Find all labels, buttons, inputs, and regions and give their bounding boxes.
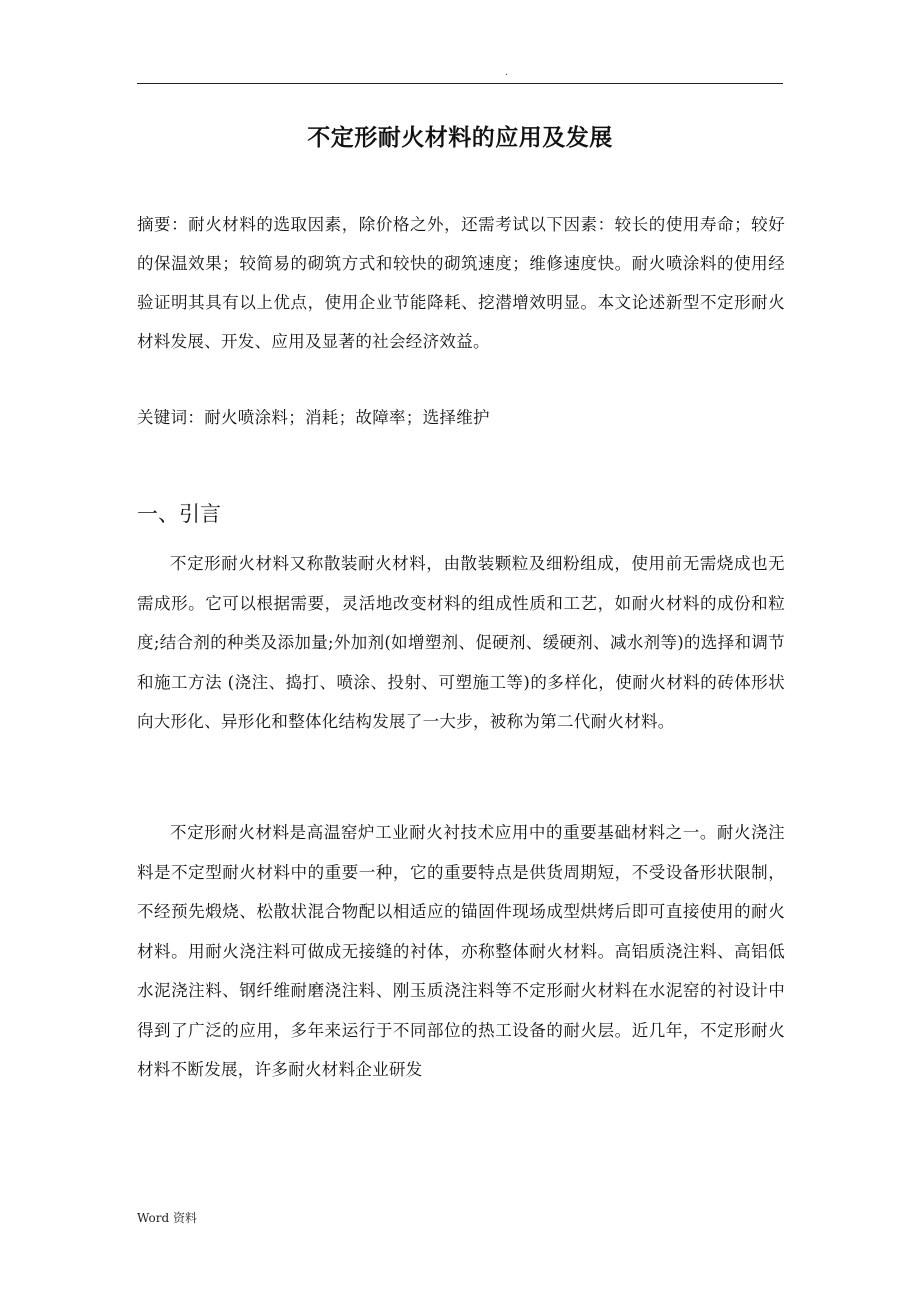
header-rule [137, 83, 783, 84]
section-heading-introduction: 一、引言 [137, 502, 221, 526]
keywords-line: 关键词：耐火喷涂料；消耗；故障率；选择维护 [137, 408, 490, 427]
body-paragraph-2: 不定形耐火材料是高温窑炉工业耐火衬技术应用中的重要基础材料之一。耐火浇注料是不定型耐火材料中的重要一种，它的重要特点是供货周期短，不受设备形状限制，不经预先煅烧、松散状混合物配以相适应的锚固件现场成型烘烤后即可直接使用的耐火材料。用耐火浇注料可做成无接缝的衬体，亦称整体耐火材料。高铝质浇注料、高铝低水泥浇注料、钢纤维耐磨浇注料、刚玉质浇注料等不定形耐火材料在水泥窑的衬设计中得到了广泛的应用，多年来运行于不同部位的热工设备的耐火层。近几年，不定形耐火材料不断发展，许多耐火材料企业研发 [137, 823, 785, 1079]
header-mark: . [505, 68, 508, 78]
abstract-paragraph: 摘要：耐火材料的选取因素，除价格之外，还需考试以下因素：较长的使用寿命；较好的保温效果；较简易的砌筑方式和较快的砌筑速度；维修速度快。耐火喷涂料的使用经验证明其具有以上优点，使用企业节能降耗、挖潜增效明显。本文论述新型不定形耐火材料发展、开发、应用及显著的社会经济效益。 [137, 215, 785, 351]
document-title: 不定形耐火材料的应用及发展 [307, 124, 613, 152]
page-footer: Word 资料 [137, 1211, 197, 1225]
body-paragraph-1: 不定形耐火材料又称散装耐火材料，由散装颗粒及细粉组成，使用前无需烧成也无需成形。它可以根据需要，灵活地改变材料的组成性质和工艺，如耐火材料的成份和粒度;结合剂的种类及添加量;外加剂(如增塑剂、促硬剂、缓硬剂、减水剂等)的选择和调节和施工方法 (浇注、捣打、喷涂、投射、可塑施工等)的多样化，使耐火材料的砖体形状向大形化、异形化和整体化结构发展了一大步，被称为第二代耐火材料。 [137, 554, 785, 731]
